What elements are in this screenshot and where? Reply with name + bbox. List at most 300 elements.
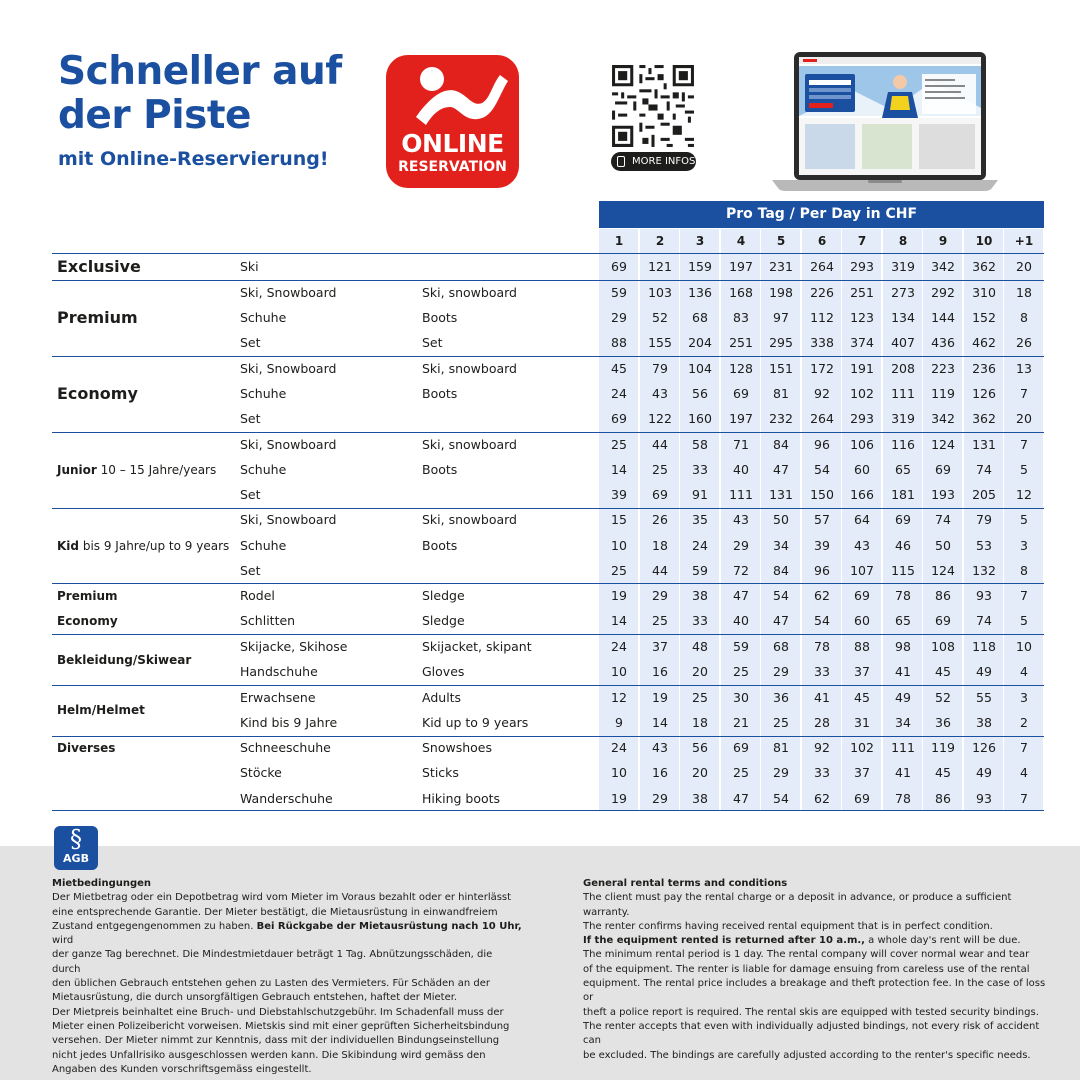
price-cell: 3 <box>1020 538 1028 553</box>
price-cell: 37 <box>854 664 870 679</box>
price-cell: 112 <box>810 310 834 325</box>
price-cell: 49 <box>976 664 992 679</box>
item-label-german: Ski, Snowboard <box>240 437 337 452</box>
price-cell: 3 <box>1020 690 1028 705</box>
price-cell: 96 <box>814 437 830 452</box>
price-cell: 123 <box>850 310 874 325</box>
agb-label: AGB <box>63 852 89 865</box>
price-cell: 33 <box>814 664 830 679</box>
price-cell: 122 <box>648 411 672 426</box>
item-label-german: Ski, Snowboard <box>240 285 337 300</box>
item-label-german: Set <box>240 487 261 502</box>
divider-line <box>52 253 1044 254</box>
price-cell: 193 <box>931 487 955 502</box>
item-label-english: Hiking boots <box>422 791 501 806</box>
item-label-german: Ski, Snowboard <box>240 512 337 527</box>
divider-line <box>52 685 1044 686</box>
paragraph-icon: § <box>70 825 82 853</box>
category-label <box>57 740 115 756</box>
item-label-german: Ski <box>240 259 259 274</box>
price-cell: 62 <box>814 588 830 603</box>
item-label-english: Ski, snowboard <box>422 437 517 452</box>
price-cell: 197 <box>729 411 753 426</box>
price-cell: 55 <box>976 690 992 705</box>
price-cell: 35 <box>692 512 708 527</box>
price-cell: 111 <box>891 386 915 401</box>
category-name: Economy <box>57 384 138 403</box>
price-cell: 79 <box>976 512 992 527</box>
price-cell: 78 <box>895 791 911 806</box>
price-cell: 54 <box>814 613 830 628</box>
price-cell: 78 <box>814 639 830 654</box>
price-cell: 251 <box>850 285 874 300</box>
price-cell: 10 <box>611 664 627 679</box>
category-name: Exclusive <box>57 257 141 276</box>
price-cell: 342 <box>931 259 955 274</box>
item-label-english: Kid up to 9 years <box>422 715 529 730</box>
item-label-english: Skijacket, skipant <box>422 639 532 654</box>
category-label <box>57 702 145 718</box>
more-infos-label: MORE INFOS <box>632 156 696 167</box>
price-cell: 29 <box>733 538 749 553</box>
item-label-german: Schneeschuhe <box>240 740 331 755</box>
price-cell: 124 <box>931 563 955 578</box>
divider-line <box>52 280 1044 281</box>
category-name: Diverses <box>57 741 116 755</box>
terms-line: The minimum rental period is 1 day. The rental company will cover normal wear and tear <box>583 949 1030 961</box>
terms-line: versehen. Der Mieter nimmt zur Kenntnis, dass mit der individuellen Bindungseinstellung <box>52 1035 500 1047</box>
price-cell: 30 <box>733 690 749 705</box>
price-cell: 68 <box>692 310 708 325</box>
price-cell: 172 <box>810 361 834 376</box>
terms-german-title: Mietbedingungen <box>52 878 152 889</box>
price-cell: 47 <box>773 462 789 477</box>
price-cell: 208 <box>891 361 915 376</box>
price-cell: 52 <box>652 310 668 325</box>
phone-icon <box>617 156 625 167</box>
item-label-english: Sledge <box>422 588 465 603</box>
price-cell: 116 <box>891 437 915 452</box>
price-cell: 47 <box>733 791 749 806</box>
price-cell: 50 <box>773 512 789 527</box>
terms-line: The renter accepts that even with individually adjusted bindings, not every risk of accident can <box>583 1020 1040 1047</box>
price-cell: 9 <box>615 715 623 730</box>
price-cell: 91 <box>692 487 708 502</box>
day-heading: 7 <box>857 234 867 248</box>
price-cell: 124 <box>931 437 955 452</box>
category-name: Premium <box>57 589 118 603</box>
price-cell: 151 <box>769 361 793 376</box>
price-cell: 102 <box>850 386 874 401</box>
price-cell: 111 <box>729 487 753 502</box>
price-cell: 26 <box>1016 335 1032 350</box>
price-cell: 59 <box>611 285 627 300</box>
price-cell: 29 <box>652 588 668 603</box>
price-cell: 25 <box>611 437 627 452</box>
divider-line <box>52 736 1044 737</box>
price-cell: 10 <box>611 765 627 780</box>
headline-subline: mit Online-Reservierung! <box>58 148 329 170</box>
item-label-english: Ski, snowboard <box>422 285 517 300</box>
price-cell: 236 <box>972 361 996 376</box>
price-cell: 10 <box>611 538 627 553</box>
price-cell: 155 <box>648 335 672 350</box>
price-cell: 24 <box>611 639 627 654</box>
terms-line: theft a police report is required. The rental skis are equipped with tested security bindings. <box>583 1006 1039 1018</box>
price-cell: 20 <box>692 664 708 679</box>
price-cell: 74 <box>976 613 992 628</box>
price-cell: 74 <box>935 512 951 527</box>
price-cell: 49 <box>895 690 911 705</box>
price-cell: 152 <box>972 310 996 325</box>
category-name: Helm/Helmet <box>57 703 145 717</box>
item-label-german: Set <box>240 563 261 578</box>
price-cell: 126 <box>972 740 996 755</box>
price-cell: 25 <box>733 664 749 679</box>
price-cell: 13 <box>1016 361 1032 376</box>
item-label-german: Kind bis 9 Jahre <box>240 715 338 730</box>
price-cell: 4 <box>1020 765 1028 780</box>
price-cell: 25 <box>652 613 668 628</box>
price-cell: 131 <box>769 487 793 502</box>
category-label <box>57 384 138 404</box>
item-label-english: Boots <box>422 538 458 553</box>
price-cell: 338 <box>810 335 834 350</box>
item-label-english: Boots <box>422 386 458 401</box>
terms-line: The client must pay the rental charge or a deposit in advance, or produce a sufficient warranty. <box>583 892 1012 918</box>
price-cell: 5 <box>1020 462 1028 477</box>
price-cell: 39 <box>611 487 627 502</box>
price-cell: 197 <box>729 259 753 274</box>
price-cell: 29 <box>773 765 789 780</box>
price-cell: 97 <box>773 310 789 325</box>
price-cell: 41 <box>895 664 911 679</box>
price-cell: 264 <box>810 411 834 426</box>
category-label <box>57 308 138 328</box>
price-cell: 83 <box>733 310 749 325</box>
price-cell: 38 <box>976 715 992 730</box>
price-cell: 65 <box>895 462 911 477</box>
price-cell: 12 <box>611 690 627 705</box>
price-cell: 37 <box>652 639 668 654</box>
item-label-english: Ski, snowboard <box>422 512 517 527</box>
price-cell: 29 <box>773 664 789 679</box>
item-label-english: Boots <box>422 462 458 477</box>
price-cell: 25 <box>611 563 627 578</box>
price-cell: 108 <box>931 639 955 654</box>
price-cell: 33 <box>692 462 708 477</box>
divider-line <box>52 634 1044 635</box>
price-cell: 144 <box>931 310 955 325</box>
price-cell: 43 <box>854 538 870 553</box>
price-cell: 58 <box>692 437 708 452</box>
price-cell: 205 <box>972 487 996 502</box>
terms-line: Angaben des Kunden vorschriftsgemäss eingestellt. <box>52 1063 312 1075</box>
terms-line: eine entsprechende Garantie. Der Mieter bestätigt, die Mietausrüstung in einwandfreiem <box>52 906 498 918</box>
price-cell: 19 <box>611 588 627 603</box>
price-cell: 74 <box>976 462 992 477</box>
day-heading: 8 <box>898 234 908 248</box>
price-cell: 69 <box>652 487 668 502</box>
price-cell: 59 <box>692 563 708 578</box>
price-cell: 88 <box>611 335 627 350</box>
category-name: Economy <box>57 614 118 628</box>
item-label-german: Schlitten <box>240 613 296 628</box>
price-cell: 226 <box>810 285 834 300</box>
price-cell: 41 <box>814 690 830 705</box>
price-cell: 24 <box>611 740 627 755</box>
price-cell: 25 <box>773 715 789 730</box>
price-cell: 7 <box>1020 386 1028 401</box>
item-label-german: Schuhe <box>240 462 287 477</box>
price-cell: 121 <box>648 259 672 274</box>
price-cell: 48 <box>692 639 708 654</box>
price-cell: 310 <box>972 285 996 300</box>
terms-english <box>583 877 1053 1063</box>
category-label <box>57 538 229 554</box>
price-cell: 47 <box>773 613 789 628</box>
price-cell: 71 <box>733 437 749 452</box>
terms-line: der ganze Tag berechnet. Die Mindestmietdauer beträgt 1 Tag. Abnützungsschäden, die durch <box>52 949 493 975</box>
terms-line: of the equipment. The renter is liable for damage ensuing from careless use of the rental <box>583 963 1030 975</box>
item-label-german: Wanderschuhe <box>240 791 333 806</box>
item-label-english: Snowshoes <box>422 740 493 755</box>
headline-line-1: Schneller auf <box>58 49 342 94</box>
terms-line: nicht jedes Unfallrisiko ausgeschlossen werden kann. Die Skibindung wird gemäss den <box>52 1049 486 1061</box>
divider-line <box>52 508 1044 509</box>
price-cell: 86 <box>935 588 951 603</box>
price-cell: 12 <box>1016 487 1032 502</box>
price-cell: 374 <box>850 335 874 350</box>
price-cell: 24 <box>692 538 708 553</box>
price-cell: 45 <box>854 690 870 705</box>
price-cell: 43 <box>733 512 749 527</box>
item-label-german: Handschuhe <box>240 664 318 679</box>
more-infos-button[interactable] <box>611 152 696 171</box>
price-cell: 49 <box>976 765 992 780</box>
price-cell: 103 <box>648 285 672 300</box>
price-cell: 16 <box>652 765 668 780</box>
logo-text-reservation: RESERVATION <box>398 159 507 175</box>
item-label-german: Rodel <box>240 588 275 603</box>
terms-line: Der Mietpreis beinhaltet eine Bruch- und Diebstahlschutzgebühr. Im Schadenfall muss der <box>52 1006 504 1018</box>
price-cell: 69 <box>611 411 627 426</box>
price-cell: 81 <box>773 740 789 755</box>
price-cell: 5 <box>1020 512 1028 527</box>
price-cell: 78 <box>895 588 911 603</box>
category-label <box>57 462 216 478</box>
price-cell: 2 <box>1020 715 1028 730</box>
price-cell: 69 <box>935 613 951 628</box>
item-label-english: Gloves <box>422 664 465 679</box>
price-cell: 44 <box>652 437 668 452</box>
price-cell: 33 <box>692 613 708 628</box>
item-label-english: Set <box>422 335 443 350</box>
item-label-english: Sledge <box>422 613 465 628</box>
divider-line <box>52 356 1044 357</box>
item-label-german: Set <box>240 335 261 350</box>
price-cell: 223 <box>931 361 955 376</box>
price-cell: 293 <box>850 259 874 274</box>
price-cell: 19 <box>611 791 627 806</box>
price-cell: 134 <box>891 310 915 325</box>
item-label-german: Schuhe <box>240 386 287 401</box>
category-age-range: 10 – 15 Jahre/years <box>96 463 217 477</box>
item-label-german: Schuhe <box>240 310 287 325</box>
price-cell: 7 <box>1020 588 1028 603</box>
price-cell: 69 <box>895 512 911 527</box>
terms-line: The renter confirms having received rental equipment that is in perfect condition. <box>583 920 993 932</box>
price-cell: 29 <box>611 310 627 325</box>
price-cell: 436 <box>931 335 955 350</box>
price-cell: 159 <box>688 259 712 274</box>
price-cell: 28 <box>814 715 830 730</box>
terms-german <box>52 877 522 1077</box>
price-cell: 25 <box>733 765 749 780</box>
price-cell: 34 <box>895 715 911 730</box>
category-label <box>57 652 191 668</box>
item-label-german: Skijacke, Skihose <box>240 639 348 654</box>
day-heading: 3 <box>695 234 705 248</box>
agb-badge[interactable] <box>54 826 98 870</box>
price-cell: 24 <box>611 386 627 401</box>
price-cell: 54 <box>773 791 789 806</box>
price-cell: 98 <box>895 639 911 654</box>
ski-figure-icon <box>386 55 519 135</box>
item-label-english: Adults <box>422 690 462 705</box>
item-label-english: Sticks <box>422 765 459 780</box>
price-cell: 33 <box>814 765 830 780</box>
price-cell: 26 <box>652 512 668 527</box>
price-cell: 20 <box>692 765 708 780</box>
price-cell: 19 <box>652 690 668 705</box>
qr-code-icon[interactable] <box>609 62 697 150</box>
price-cell: 104 <box>688 361 712 376</box>
item-label-german: Erwachsene <box>240 690 316 705</box>
online-reservation-logo[interactable] <box>386 55 519 188</box>
price-cell: 43 <box>652 740 668 755</box>
price-cell: 168 <box>729 285 753 300</box>
divider-line <box>52 583 1044 584</box>
price-cell: 50 <box>935 538 951 553</box>
price-cell: 118 <box>972 639 996 654</box>
price-cell: 204 <box>688 335 712 350</box>
price-cell: 18 <box>1016 285 1032 300</box>
price-cell: 160 <box>688 411 712 426</box>
price-cell: 295 <box>769 335 793 350</box>
price-cell: 60 <box>854 462 870 477</box>
price-cell: 111 <box>891 740 915 755</box>
price-cell: 69 <box>854 588 870 603</box>
price-cell: 54 <box>814 462 830 477</box>
price-cell: 47 <box>733 588 749 603</box>
price-cell: 81 <box>773 386 789 401</box>
price-cell: 25 <box>652 462 668 477</box>
category-label <box>57 588 118 604</box>
price-cell: 293 <box>850 411 874 426</box>
price-cell: 84 <box>773 563 789 578</box>
day-heading: 6 <box>817 234 827 248</box>
price-cell: 54 <box>773 588 789 603</box>
price-header: Pro Tag / Per Day in CHF <box>599 201 1044 228</box>
price-cell: 69 <box>935 462 951 477</box>
price-cell: 18 <box>652 538 668 553</box>
price-cell: 20 <box>1016 411 1032 426</box>
price-cell: 107 <box>850 563 874 578</box>
price-cell: 106 <box>850 437 874 452</box>
price-cell: 8 <box>1020 310 1028 325</box>
price-cell: 69 <box>733 740 749 755</box>
price-cell: 150 <box>810 487 834 502</box>
price-cell: 407 <box>891 335 915 350</box>
category-name: Premium <box>57 308 138 327</box>
headline <box>58 50 342 172</box>
category-name: Junior <box>57 463 97 477</box>
price-cell: 132 <box>972 563 996 578</box>
price-cell: 39 <box>814 538 830 553</box>
price-cell: 36 <box>935 715 951 730</box>
price-cell: 15 <box>611 512 627 527</box>
price-cell: 84 <box>773 437 789 452</box>
day-heading: 10 <box>975 234 993 248</box>
price-cell: 181 <box>891 487 915 502</box>
price-cell: 5 <box>1020 613 1028 628</box>
price-cell: 20 <box>1016 259 1032 274</box>
price-cell: 131 <box>972 437 996 452</box>
price-cell: 38 <box>692 588 708 603</box>
day-heading: 9 <box>938 234 948 248</box>
price-cell: 57 <box>814 512 830 527</box>
price-cell: 41 <box>895 765 911 780</box>
price-cell: 119 <box>931 386 955 401</box>
price-cell: 96 <box>814 563 830 578</box>
price-cell: 92 <box>814 740 830 755</box>
price-cell: 7 <box>1020 740 1028 755</box>
terms-line: Zustand entgegengenommen zu haben. Bei Rückgabe der Mietausrüstung nach 10 Uhr, wird <box>52 920 522 947</box>
headline-line-2: der Piste <box>58 93 251 138</box>
price-cell: 191 <box>850 361 874 376</box>
price-cell: 60 <box>854 613 870 628</box>
price-cell: 56 <box>692 386 708 401</box>
price-cell: 115 <box>891 563 915 578</box>
price-cell: 45 <box>935 664 951 679</box>
category-label <box>57 257 141 277</box>
logo-text-online: ONLINE <box>401 129 504 158</box>
price-cell: 69 <box>854 791 870 806</box>
price-cell: 25 <box>692 690 708 705</box>
price-cell: 126 <box>972 386 996 401</box>
price-cell: 319 <box>891 259 915 274</box>
price-cell: 21 <box>733 715 749 730</box>
price-cell: 68 <box>773 639 789 654</box>
price-cell: 232 <box>769 411 793 426</box>
price-cell: 16 <box>652 664 668 679</box>
price-cell: 462 <box>972 335 996 350</box>
price-cell: 88 <box>854 639 870 654</box>
price-cell: 65 <box>895 613 911 628</box>
price-cell: 14 <box>652 715 668 730</box>
terms-english-title: General rental terms and conditions <box>583 878 788 889</box>
price-cell: 69 <box>611 259 627 274</box>
price-cell: 59 <box>733 639 749 654</box>
item-label-german: Ski, Snowboard <box>240 361 337 376</box>
item-label-english: Ski, snowboard <box>422 361 517 376</box>
price-cell: 18 <box>692 715 708 730</box>
price-cell: 136 <box>688 285 712 300</box>
price-cell: 79 <box>652 361 668 376</box>
price-cell: 362 <box>972 411 996 426</box>
price-cell: 231 <box>769 259 793 274</box>
